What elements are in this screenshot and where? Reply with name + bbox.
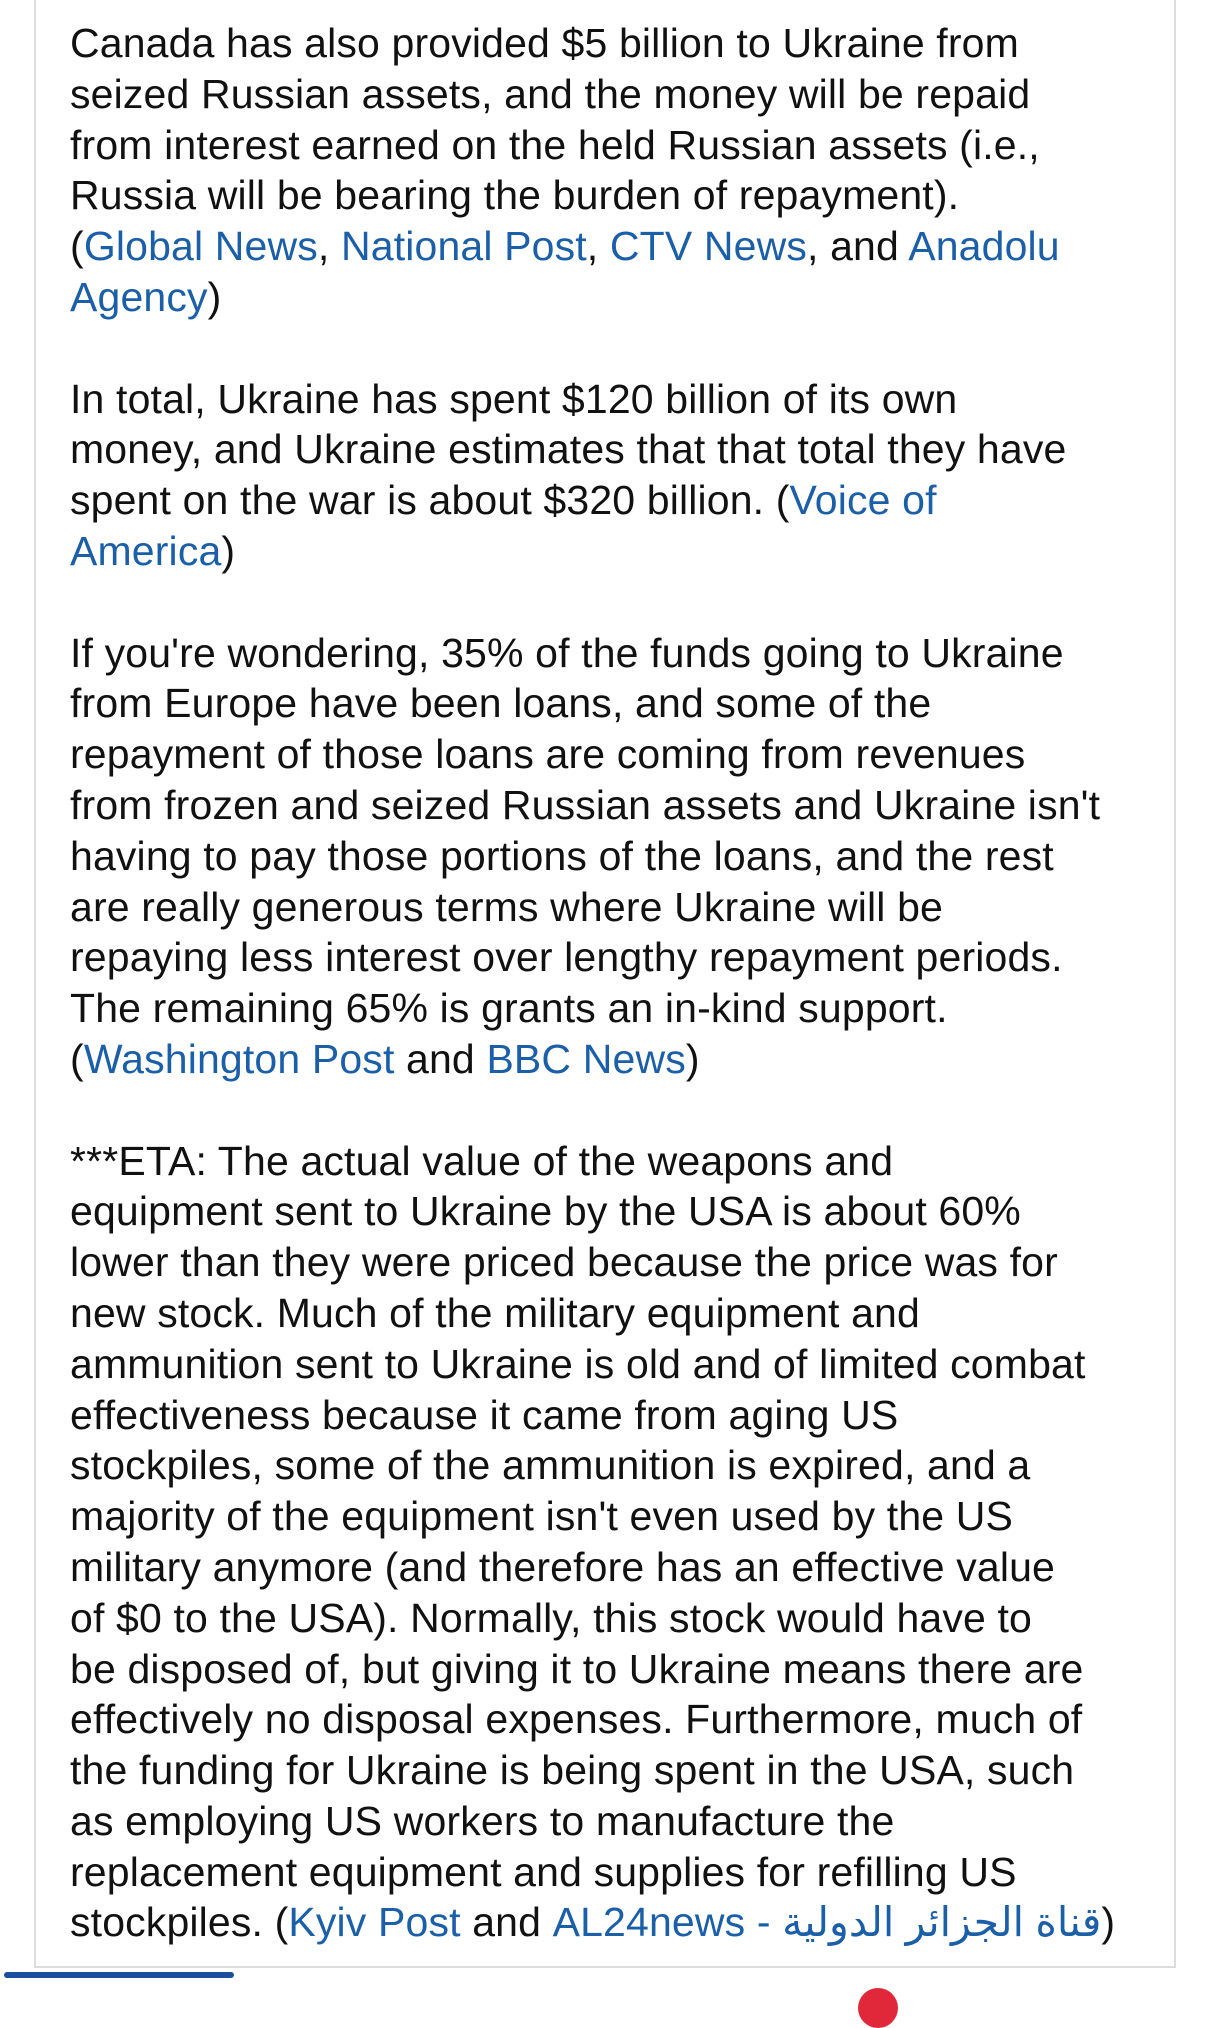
sources-line bbox=[70, 272, 1180, 323]
text-line: replacement equipment and supplies for refilling US bbox=[70, 1848, 1017, 1895]
link-global-news[interactable]: Global News bbox=[83, 223, 318, 270]
paren-close: ) bbox=[685, 1035, 700, 1082]
paren-open: ( bbox=[70, 1035, 84, 1082]
text-line: In total, Ukraine has spent $120 billion of its own bbox=[70, 375, 958, 422]
sources-line bbox=[70, 1897, 1180, 1948]
text-line: military anymore (and therefore has an effective value bbox=[70, 1543, 1056, 1590]
paragraph-europe-loans bbox=[70, 628, 1180, 1085]
text-line: Russia will be bearing the burden of repayment). bbox=[70, 172, 960, 219]
text-line: from frozen and seized Russian assets and Ukraine isn't bbox=[70, 781, 1101, 828]
notification-dot-icon bbox=[858, 1988, 898, 2028]
text-line: the funding for Ukraine is being spent in the USA, such bbox=[70, 1747, 1075, 1794]
paragraph-eta bbox=[70, 1136, 1180, 1949]
text-line: money, and Ukraine estimates that that total they have bbox=[70, 426, 1067, 473]
text-line: stockpiles, some of the ammunition is expired, and a bbox=[70, 1442, 1031, 1489]
text-line: new stock. Much of the military equipment and bbox=[70, 1289, 920, 1336]
link-al24news[interactable]: AL24news - قناة الجزائر الدولية bbox=[552, 1899, 1102, 1946]
text-line: Canada has also provided $5 billion to Ukraine from bbox=[70, 20, 1019, 66]
link-anadolu-agency[interactable]: Anadolu bbox=[908, 223, 1060, 270]
separator: , and bbox=[807, 223, 909, 270]
link-voice-of-america[interactable]: Voice of bbox=[789, 477, 937, 524]
scroll-indicator-bar bbox=[4, 1972, 234, 1978]
sources-line bbox=[70, 1034, 1180, 1085]
text-line: be disposed of, but giving it to Ukraine means there are bbox=[70, 1645, 1084, 1692]
text-line: repaying less interest over lengthy repayment periods. bbox=[70, 934, 1063, 981]
paragraph-total-spent bbox=[70, 374, 1180, 577]
text-line: effectively no disposal expenses. Furthermore, much of bbox=[70, 1696, 1083, 1743]
text-line: of $0 to the USA). Normally, this stock would have to bbox=[70, 1594, 1033, 1641]
link-national-post[interactable]: National Post bbox=[340, 223, 587, 270]
text-line: lower than they were priced because the price was for bbox=[70, 1239, 1058, 1286]
link-ctv-news[interactable]: CTV News bbox=[609, 223, 808, 270]
separator: , bbox=[317, 223, 341, 270]
text-line: as employing US workers to manufacture the bbox=[70, 1797, 895, 1844]
text-segment: spent on the war is about $320 billion. ( bbox=[70, 477, 790, 524]
text-line: equipment sent to Ukraine by the USA is about 60% bbox=[70, 1188, 1021, 1235]
sources-line bbox=[70, 221, 1180, 272]
text-line: from Europe have been loans, and some of the bbox=[70, 680, 932, 727]
text-line: majority of the equipment isn't even used by the US bbox=[70, 1493, 1014, 1540]
text-line: If you're wondering, 35% of the funds going to Ukraine bbox=[70, 629, 1064, 676]
text-line bbox=[70, 475, 1180, 526]
paren-close: ) bbox=[1101, 1899, 1116, 1946]
paren-close: ) bbox=[207, 273, 222, 320]
text-segment: stockpiles. ( bbox=[70, 1899, 289, 1946]
separator: and bbox=[394, 1035, 487, 1082]
text-line: repayment of those loans are coming from revenues bbox=[70, 731, 1026, 778]
text-line: seized Russian assets, and the money will be repaid bbox=[70, 70, 1031, 117]
text-line: ammunition sent to Ukraine is old and of limited combat bbox=[70, 1340, 1086, 1387]
text-line: The remaining 65% is grants an in-kind support. bbox=[70, 985, 948, 1032]
text-line: are really generous terms where Ukraine will be bbox=[70, 883, 943, 930]
link-washington-post[interactable]: Washington Post bbox=[83, 1035, 395, 1082]
link-bbc-news[interactable]: BBC News bbox=[486, 1035, 686, 1082]
link-voice-of-america-cont[interactable]: America bbox=[70, 527, 222, 574]
post-body bbox=[70, 18, 1180, 1999]
link-kyiv-post[interactable]: Kyiv Post bbox=[288, 1899, 461, 1946]
paragraph-canada bbox=[70, 18, 1180, 323]
link-anadolu-agency-cont[interactable]: Agency bbox=[70, 273, 208, 320]
paren-open: ( bbox=[70, 223, 84, 270]
paren-close: ) bbox=[221, 527, 236, 574]
separator: , bbox=[586, 223, 610, 270]
sources-line bbox=[70, 526, 1180, 577]
text-line: effectiveness because it came from aging US bbox=[70, 1391, 899, 1438]
text-line: having to pay those portions of the loans, and the rest bbox=[70, 832, 1054, 879]
post-card bbox=[34, 0, 1176, 1968]
separator: and bbox=[460, 1899, 553, 1946]
text-line: from interest earned on the held Russian assets (i.e., bbox=[70, 121, 1040, 168]
text-line: ***ETA: The actual value of the weapons and bbox=[70, 1137, 894, 1184]
